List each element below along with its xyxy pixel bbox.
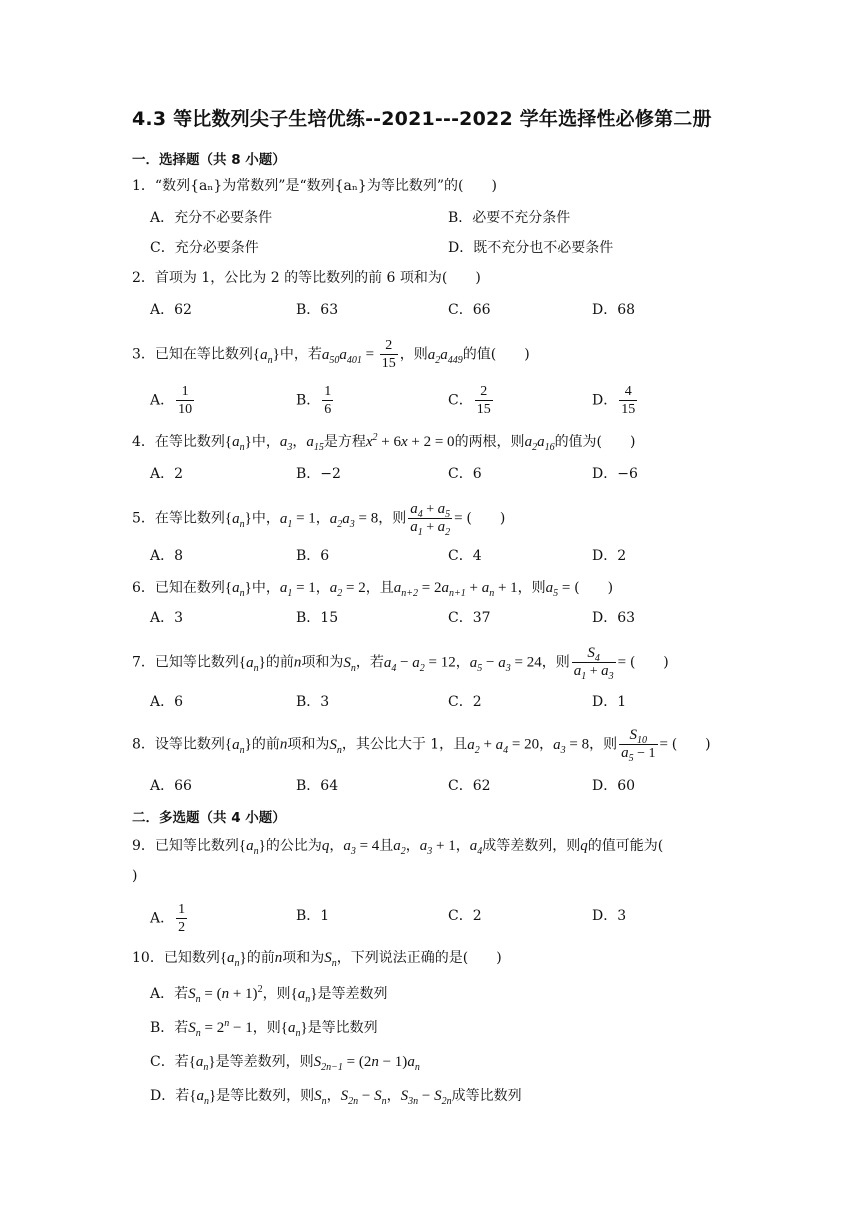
question-10: 10．已知数列$\{a_n\}$的前n项和为$S_n$，下列说法正确的是( ) (132, 950, 502, 969)
question-text: “数列{aₙ}为常数列”是“数列{aₙ}为等比数列”的( ) (154, 178, 497, 194)
option-a: A．6 (150, 694, 184, 710)
option-c: C．66 (448, 302, 491, 318)
option-d: D．既不充分也不必要条件 (448, 240, 614, 256)
option-b: B．15 (296, 610, 339, 626)
option-c: C．6 (448, 466, 482, 482)
question-5: 5．在等比数列$\{a_n\}$中，$a_1 = 1$，$a_2a_3 = 8$，则 $\frac{a_4 + a_5}{a_1 + a_2}$ = ( ) (132, 501, 506, 538)
question-1 (132, 176, 497, 196)
section-heading-multiple-choice: 二．多选题（共 4 小题） (132, 810, 286, 826)
option-d: D． $\frac{4}{15}$ (592, 384, 636, 417)
question-3: 3．已知在等比数列$\{a_n\}$中，若$a_{50}a_{401}$ = $\frac{2}{15}$ ，则$a_2a_{449}$的值( ) (132, 338, 530, 371)
section-heading-single-choice: 一．选择题（共 8 小题） (132, 152, 286, 168)
option-c: C．37 (448, 610, 491, 626)
option-d: D．若$\{a_n\}$是等比数列，则$S_n$，$S_{2n} - S_n$，$S_{3n} - S_{2n}$成等比数列 (150, 1088, 522, 1107)
document-title: 4.3 等比数列尖子生培优练--2021---2022 学年选择性必修第二册 (132, 108, 712, 130)
option-a: A．充分不必要条件 (150, 210, 273, 226)
option-d: D．63 (592, 610, 636, 626)
option-b: B．必要不充分条件 (448, 210, 571, 226)
option-d: D．68 (592, 302, 636, 318)
option-d: D．2 (592, 548, 627, 564)
option-d: D．−6 (592, 466, 638, 482)
option-b: B．6 (296, 548, 330, 564)
option-b: B．3 (296, 694, 330, 710)
question-6: 6．已知在数列$\{a_n\}$中，$a_1 = 1$，$a_2 = 2$，且$a_{n+2} = 2a_{n+1} + a_n + 1$，则$a_5$ = ( ) (132, 580, 614, 599)
option-b: B．63 (296, 302, 339, 318)
option-b: B．1 (296, 908, 330, 924)
option-d: D．3 (592, 908, 627, 924)
question-text: 中，若 (279, 346, 322, 363)
question-9: 9．已知等比数列$\{a_n\}$的公比为q，$a_3 = 4$且$a_2$，$a_3 + 1$，$a_4$成等差数列，则q的值可能为( (132, 838, 664, 857)
question-2 (132, 268, 481, 288)
question-number: 3． (132, 346, 155, 363)
option-c: C．若$\{a_n\}$是等差数列，则$S_{2n-1} = (2n - 1)a_n$ (150, 1054, 420, 1073)
option-a: A．62 (150, 302, 192, 318)
question-text: 已知在等比数列 (154, 346, 253, 363)
question-text: 首项为 1，公比为 2 的等比数列的前 6 项和为( ) (154, 270, 481, 286)
option-a: A．3 (150, 610, 184, 626)
question-text: ，则 (399, 346, 428, 363)
option-b: B．若$S_n = 2^n - 1$，则$\{a_n\}$是等比数列 (150, 1018, 378, 1039)
option-a: A．2 (150, 466, 184, 482)
option-c: C．4 (448, 548, 482, 564)
option-c: C．62 (448, 778, 491, 794)
option-c: C．2 (448, 908, 482, 924)
question-7: 7．已知等比数列$\{a_n\}$的前n项和为$S_n$，若$a_4 - a_2 = 12$，$a_5 - a_3 = 24$，则 $\frac{S_4}{a_1 + a_3}$ = ( ) (132, 645, 669, 682)
option-a: A． $\frac{1}{2}$ (150, 902, 186, 935)
question-number: 2． (132, 270, 155, 286)
option-a: A．8 (150, 548, 184, 564)
option-b: B．64 (296, 778, 339, 794)
option-b: B． $\frac{1}{6}$ (296, 384, 332, 417)
option-c: C．2 (448, 694, 482, 710)
question-number: 1． (132, 178, 155, 194)
question-9-wrap: ) (132, 868, 138, 884)
fraction: $\frac{2}{15}$ (381, 338, 396, 371)
question-text: 的值( ) (462, 346, 530, 363)
option-c: C．充分必要条件 (150, 240, 259, 256)
option-a: A． $\frac{1}{10}$ (150, 384, 193, 417)
option-c: C． $\frac{2}{15}$ (448, 384, 491, 417)
option-a: A．66 (150, 778, 192, 794)
question-8: 8．设等比数列$\{a_n\}$的前n项和为$S_n$，其公比大于 1，且$a_2 + a_4 = 20$，$a_3 = 8$，则 $\frac{S_{10}}{a_5 - 1}$ = ( ) (132, 727, 711, 764)
question-4: 4．在等比数列$\{a_n\}$中，$a_3$，$a_{15}$是方程$x^2 + 6x + 2 = 0$的两根，则$a_2a_{16}$的值为( ) (132, 432, 636, 453)
option-b: B．−2 (296, 466, 341, 482)
option-d: D．60 (592, 778, 636, 794)
option-a: A．若$S_n = (n + 1)^2$，则$\{a_n\}$是等差数列 (150, 984, 388, 1005)
option-d: D．1 (592, 694, 627, 710)
